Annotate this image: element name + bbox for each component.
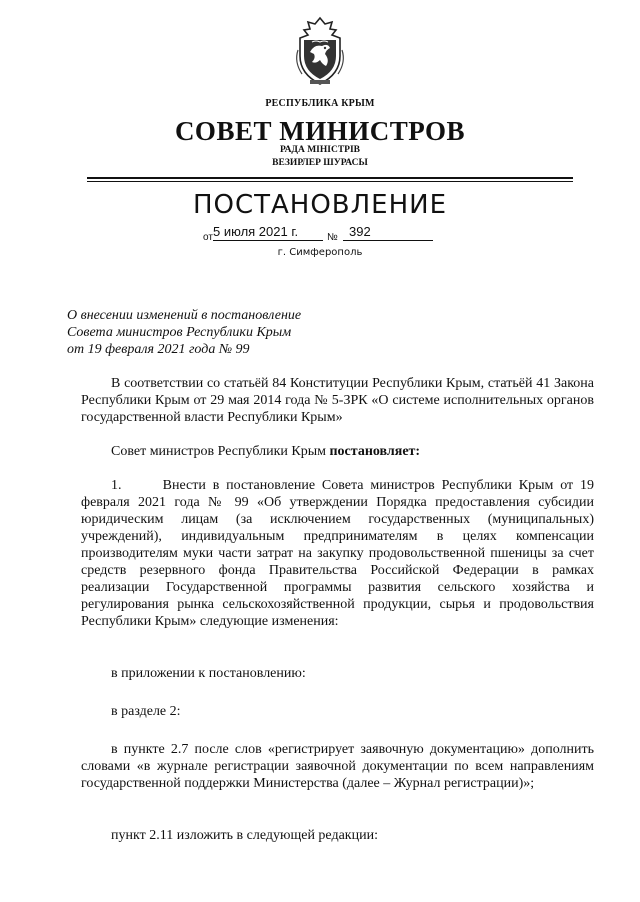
date-prefix: от — [203, 232, 213, 243]
paragraph-resolves — [81, 443, 594, 460]
header-rule-thin — [87, 181, 573, 182]
document-type: ПОСТАНОВЛЕНИЕ — [192, 190, 448, 220]
date-underline — [213, 240, 323, 241]
resolves-keyword: постановляет: — [329, 444, 421, 459]
paragraph-clause-2-11: пункт 2.11 изложить в следующей редакции: — [111, 828, 378, 843]
paragraph-clause-2-7: в пункте 2.7 после слов «регистрирует заявочную документацию» дополнить словами «в журнале регистрации заявочной документации по всем направлениям государственной поддержки Министерства (далее – Журнал регистрации)»; — [81, 742, 594, 791]
document-title — [67, 307, 387, 358]
document-date: 5 июля 2021 г. — [213, 224, 299, 239]
council-name-ukrainian: РАДА МІНІСТРІВ — [279, 145, 360, 155]
number-underline — [343, 240, 433, 241]
council-name-crimean-tatar: ВЕЗИРЛЕР ШУРАСЫ — [272, 158, 368, 168]
title-line: Совета министров Республики Крым — [67, 325, 292, 340]
title-line: от 19 февраля 2021 года № 99 — [67, 342, 250, 357]
date-number-line — [203, 224, 443, 246]
paragraph-annex: в приложении к постановлению: — [111, 666, 306, 681]
paragraph-preamble: В соответствии со статьёй 84 Конституции Республики Крым, статьёй 41 Закона Республики Крым от 29 мая 2014 года № 5-ЗРК «О системе исполнительных органов государственной власти Республики Крым» — [81, 376, 594, 425]
paragraph-item-1: 1. Внести в постановление Совета министров Республики Крым от 19 февраля 2021 года № 99 «Об утверждении Порядка предоставления субсидии юридическим лицам (за исключением государственных (муниципальных) учреждений), индивидуальным предпринимателям в целях компенсации производителям муки части затрат на закупку продовольственной пшеницы за счет средств резервного фонда Правительства Российской Федерации в рамках реализации Государственной программы развития сельского хозяйства и регулирования рынка сельскохозяйственной продукции, сырья и продовольствия Республики Крым» следующие изменения: — [81, 478, 594, 629]
header-rule-thick — [87, 177, 573, 179]
document-number: 392 — [349, 224, 371, 239]
council-name: СОВЕТ МИНИСТРОВ — [174, 116, 466, 146]
title-line: О внесении изменений в постановление — [67, 308, 302, 323]
city: г. Симферополь — [277, 247, 363, 258]
coat-of-arms-icon — [292, 16, 348, 86]
paragraph-section-2: в разделе 2: — [111, 704, 181, 719]
resolves-lead: Совет министров Республики Крым — [111, 444, 330, 459]
number-prefix: № — [327, 232, 338, 243]
republic-name: РЕСПУБЛИКА КРЫМ — [265, 98, 375, 109]
